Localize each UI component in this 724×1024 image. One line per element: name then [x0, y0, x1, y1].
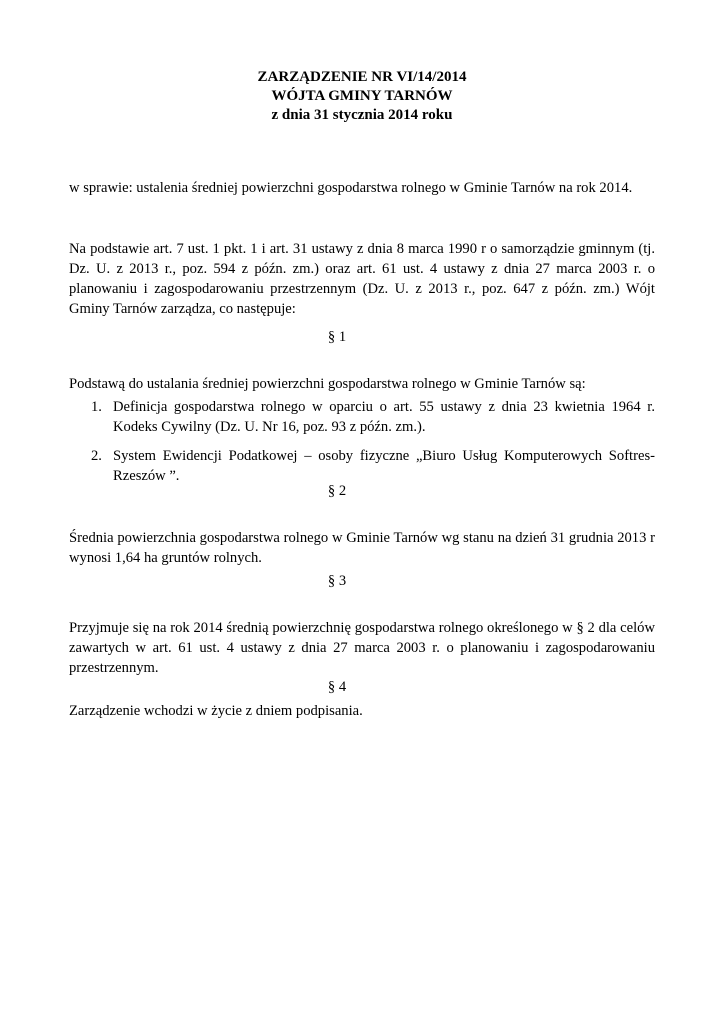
section-4-heading: § 4	[327, 679, 347, 695]
list-item	[69, 397, 655, 437]
section-3-paragraph: Przyjmuje się na rok 2014 średnią powierzchnię gospodarstwa rolnego określonego w § 2 dla celów zawartych w art. 61 ust. 4 ustawy z dnia 27 marca 2003 r. o planowaniu i zagospodarowaniu przestrzennym.	[69, 620, 655, 676]
list-item-number: 2.	[91, 448, 102, 464]
legal-basis-paragraph: Na podstawie art. 7 ust. 1 pkt. 1 i art. 31 ustawy z dnia 8 marca 1990 r o samorządzie gminnym (tj. Dz. U. z 2013 r., poz. 594 z późn. zm.) oraz art. 61 ust. 4 ustawy z dnia 27 marca 2003 r. o planowaniu i zagospodarowaniu przestrzennym (Dz. U. z 2013 r., poz. 647 z późn. zm.) Wójt Gminy Tarnów zarządza, co następuje:	[69, 241, 655, 317]
document-title	[0, 68, 724, 125]
list-item-text: Definicja gospodarstwa rolnego w oparciu o art. 55 ustawy z dnia 23 kwietnia 1964 r. Kodeks Cywilny (Dz. U. Nr 16, poz. 93 z późn. zm.).	[113, 399, 655, 435]
section-1-heading: § 1	[327, 329, 347, 345]
section-2-paragraph: Średnia powierzchnia gospodarstwa rolnego w Gminie Tarnów wg stanu na dzień 31 grudnia 2013 r wynosi 1,64 ha gruntów rolnych.	[69, 530, 655, 566]
section-2-heading: § 2	[327, 483, 347, 499]
list-item-number: 1.	[91, 399, 102, 415]
section-4-paragraph: Zarządzenie wchodzi w życie z dniem podpisania.	[69, 703, 363, 719]
section-1-intro: Podstawą do ustalania średniej powierzchni gospodarstwa rolnego w Gminie Tarnów są:	[69, 376, 586, 392]
title-line-3: z dnia 31 stycznia 2014 roku	[271, 107, 453, 123]
title-line-2: WÓJTA GMINY TARNÓW	[271, 88, 453, 104]
title-line-1: ZARZĄDZENIE NR VI/14/2014	[257, 69, 467, 85]
subject-paragraph: w sprawie: ustalenia średniej powierzchni gospodarstwa rolnego w Gminie Tarnów na rok 2014.	[69, 180, 633, 196]
section-3-heading: § 3	[327, 573, 347, 589]
list-item-text: System Ewidencji Podatkowej – osoby fizyczne „Biuro Usług Komputerowych Softres-Rzeszów ”.	[113, 448, 655, 484]
list-item	[69, 446, 655, 486]
